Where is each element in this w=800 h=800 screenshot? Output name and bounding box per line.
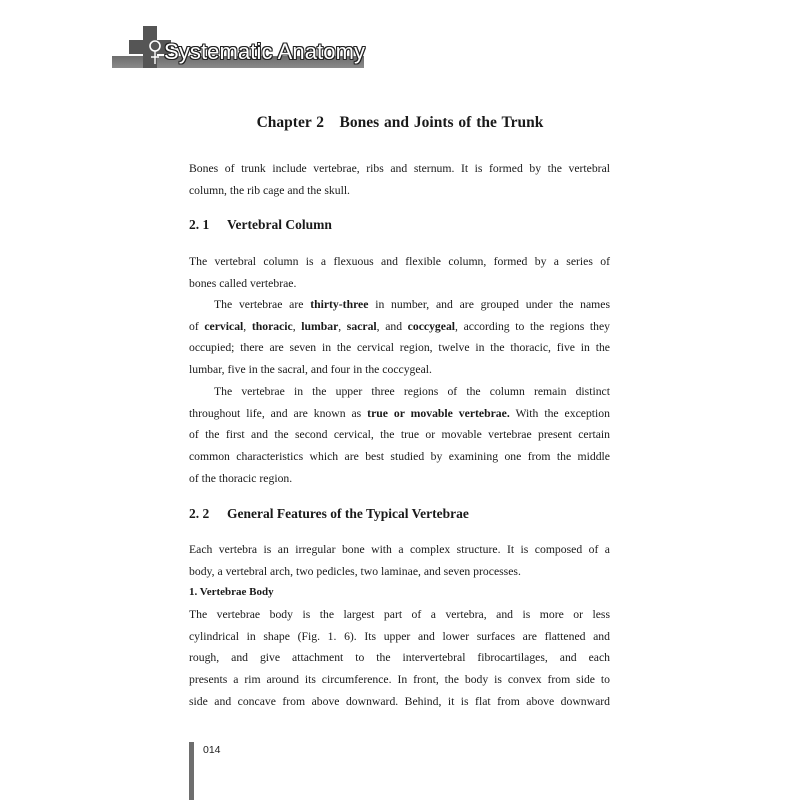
text-line: cylindrical in shape (Fig. 1. 6). Its upper and lower surfaces are flattened and	[189, 629, 610, 643]
bold-term: coccygeal	[407, 319, 456, 333]
bold-term: thoracic	[251, 319, 293, 333]
text-line: occupied; there are seven in the cervical region, twelve in the thoracic, five in the	[189, 341, 610, 355]
paragraph-thirty-three	[189, 294, 610, 381]
subsection-heading: 1. Vertebrae Body	[189, 586, 274, 598]
text-line: of the first and the second cervical, the true or movable vertebrae present certain	[189, 428, 610, 442]
section-heading-2-1	[189, 217, 332, 233]
text-line: Bones of trunk include vertebrae, ribs and sternum. It is formed by the vertebral	[189, 162, 610, 175]
section-title: General Features of the Typical Vertebrae	[227, 506, 469, 521]
paragraph-true-vertebrae	[189, 381, 610, 490]
text-line: of the thoracic region.	[189, 471, 293, 485]
page-number: 014	[203, 744, 221, 756]
paragraph-vertebrae-body	[189, 604, 610, 713]
text-line: Each vertebra is an irregular bone with a complex structure. It is composed of a	[189, 543, 610, 556]
text-line: The vertebrae are thirty-three in number, and are grouped under the names	[214, 298, 611, 311]
text-line: common characteristics which are best studied by examining one from the middle	[189, 450, 610, 464]
text-line: column, the rib cage and the skull.	[189, 183, 350, 197]
header-logo	[112, 24, 364, 72]
chapter-title: Chapter 2 Bones and Joints of the Trunk	[256, 114, 544, 131]
text-line: presents a rim around its circumference. In front, the body is convex from side to	[189, 673, 610, 687]
text-line: rough, and give attachment to the intervertebral fibrocartilages, and each	[189, 651, 610, 665]
paragraph-vertebral-column	[189, 251, 610, 294]
text-line: The vertebrae body is the largest part of a vertebra, and is more or less	[189, 608, 610, 621]
text-line: of cervical, thoracic, lumbar, sacral, and coccygeal, according to the regions they	[189, 319, 610, 333]
text-line: The vertebrae in the upper three regions of the column remain distinct	[214, 385, 610, 398]
bold-term: sacral	[346, 319, 377, 333]
section-heading-2-2	[189, 506, 469, 522]
section-title: Vertebral Column	[227, 217, 332, 232]
text-line: side and concave from above downward. Behind, it is flat from above downward	[189, 694, 610, 708]
paragraph-typical-vertebrae	[189, 539, 610, 582]
header-logo-text: Systematic Anatomy	[164, 39, 366, 64]
section-number: 2. 2	[189, 506, 210, 521]
bold-term: cervical	[204, 319, 244, 333]
bold-term: lumbar	[301, 319, 339, 333]
intro-paragraph	[189, 158, 610, 201]
text-line: body, a vertebral arch, two pedicles, two laminae, and seven processes.	[189, 564, 521, 578]
text-line: lumbar, five in the sacral, and four in the coccygeal.	[189, 363, 432, 377]
text-line: The vertebral column is a flexuous and flexible column, formed by a series of	[189, 255, 610, 268]
page-margin-bar	[189, 742, 194, 800]
bold-term: thirty-three	[310, 298, 369, 311]
bold-term: true or movable vertebrae.	[367, 406, 510, 420]
section-number: 2. 1	[189, 217, 210, 232]
text-line: throughout life, and are known as true or movable vertebrae. With the exception	[189, 406, 610, 420]
text-line: bones called vertebrae.	[189, 276, 297, 290]
